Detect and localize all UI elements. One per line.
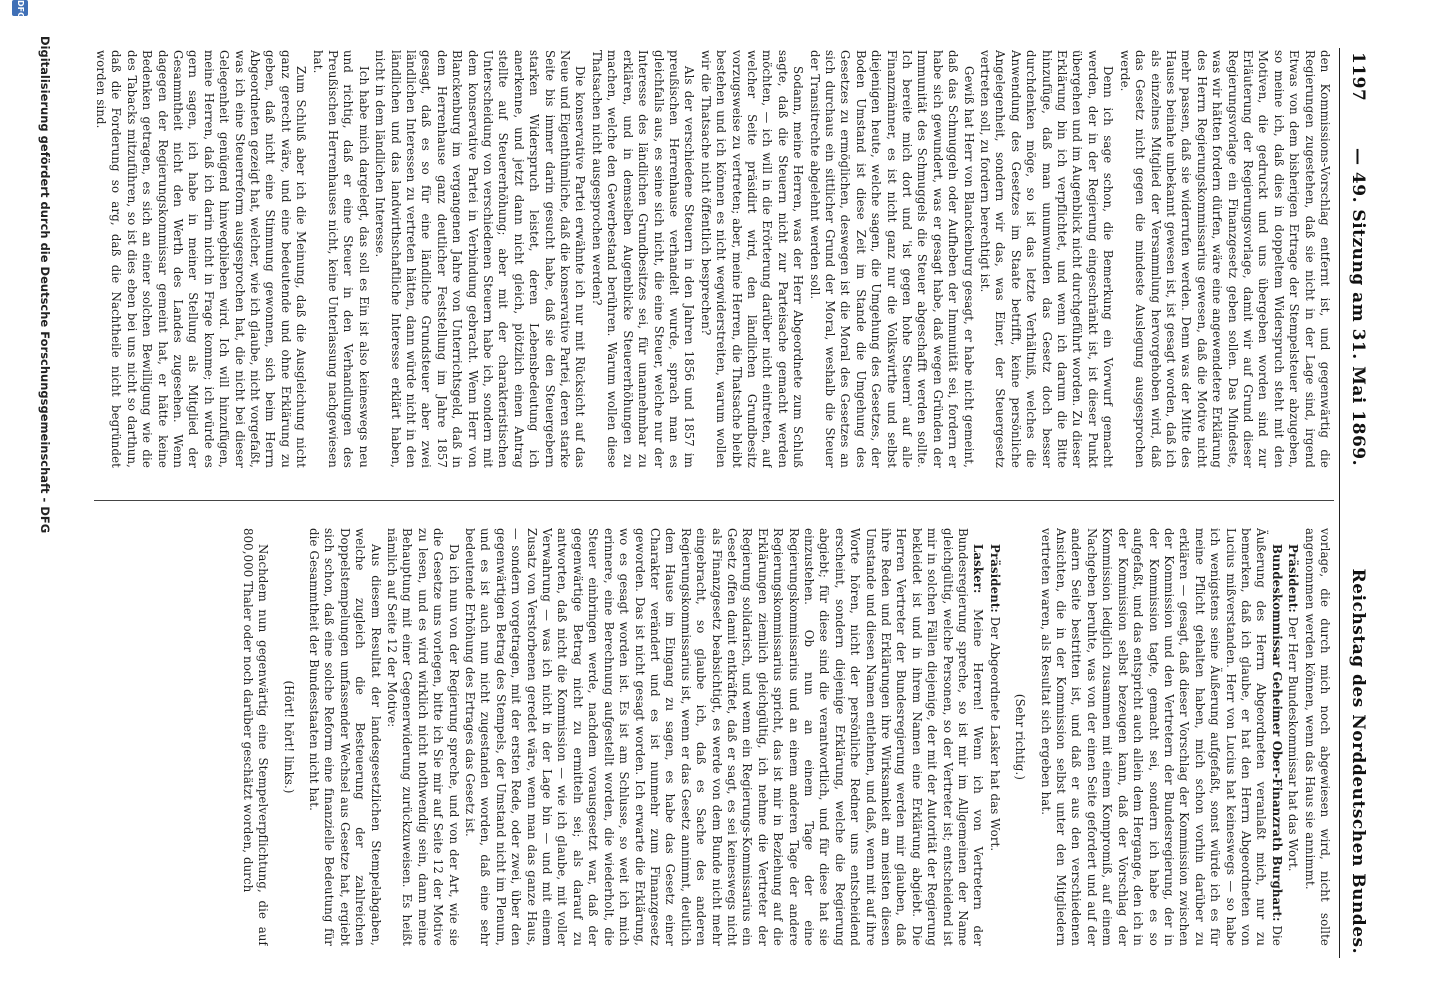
interjection: (Hört! hört! links.) xyxy=(281,680,296,794)
paragraph: vorlage, die durch mich noch abgewiesen wird, nicht sollte angenommen werden können, wenn das Haus sie annimmt. xyxy=(1302,528,1332,946)
page-number: 1197 xyxy=(1348,52,1368,102)
speaker-name: Präsident: xyxy=(987,544,1002,613)
paragraph: Sodann, meine Herren, was der Herr Abgeordnete zum Schluß sagte, daß die Steuern nicht zur Parteisache gemacht werden möchten, — ich will in die Erörterung darüber nicht eintreten, auf welcher Seite präsidirt wird, den ländlichen Grundbesitz vorzugsweise zu vertreten; aber, meine Herren, die Thatsache bleibt bestehen und ich können es nicht wegwiderstreiten, warum wollen wir die Thatsache nicht öffentlich besprechen? xyxy=(698,50,806,468)
paragraph: Gewiß hat Herr von Blanckenburg gesagt, er habe nicht gemeint, daß das Schmuggeln oder Aufheben der Immunität sei, fordern er habe sich gewundert, was er gesagt habe, daß wegen Gründen der Immunität des Schmuggels die Steuer abgeschafft werden sollte. Ich bereite mich dort und 'ist gegen hohe Steuern' auf alle Finanzmänner, es ist nicht ganz nur die Volkswirthe und selbst diejenigen heute, welche sagen, die Umgehung des Gesetzes, der Boden Umstand ist diese Zeit im Stande die Umgehung des Gesetzes zu ermöglichen, deswegen ist die Moral des Gesetzes an sich durchaus ein sittlicher Grund der Moral, weshalb die Steuer der Transitrechte abgelehnt werden soll. xyxy=(807,50,976,468)
speaker-name: Lasker: xyxy=(971,544,986,594)
session-title: — 49. Sitzung am 31. Mai 1869. xyxy=(1348,148,1368,467)
paragraph: Denn ich sage schon, die Bemerkung ein Vorwurf gemacht werden, der in der Regierung eingeschränkt ist, ist dieser Punkt übergehen und im Augenblick nicht durchgeführt worden. Zu dieser Erklärung bin ich verpflichtet, und wenn ich darum die Bitte hinzufüge, daß man unumwunden das Gesetz doch besser durchdenken möge, so ist das letzte Verhältniß, welches die Anwendung des Gesetzes im Staate betrifft, keine persönliche Angelegenheit, sondern wir das, was Einer, der Steuergesetz vertreten soll, zu fordern berechtigt ist. xyxy=(978,50,1116,468)
paragraph-text: Die Äußerung des Herrn Abgeordneten veranlaßt mich, nur zu bemerken, daß ich glaube, er hat den Herrn Abgeordneten von Lucius mißverstanden. Herr von Lucius hat keineswegs — so habe ich wenigstens seine Äußerung aufgefaßt, sonst würde ich es für meine Pflicht gehalten haben, mich schon vorhin darüber zu erklären — gesagt, daß dieser Vorschlag der Kommission zwischen der Kommission und den Vertretern der Bundesregierung, der in der Kommission tagte, gemacht sei, sondern ich habe es so aufgefaßt, und das entspricht auch allein dem Hergange, den ich in der Kommission selbst bezeugen kann, daß der Vorschlag der Kommission lediglich zusammen mit einem Kompromiß, auf einem Nachgeben beruhte, was von der einen Seite gefordert und auf der andern Seite bestritten ist, und daß er aus den verschiedenen Ansichten, die in der Kommission selbst unter den Mitgliedern vertreten waren, als Resultat sich ergeben hat. xyxy=(1038,528,1284,946)
paragraph: Zum Schluß aber ich die Meinung, daß die Ausgleichung nicht ganz gerecht wäre, und eine bedeutende und ohne Erklärung zu geben, daß nicht eine Stimmung gewonnen, sich beim Herrn Abgeordneten gezeigt hat, welcher, wie ich glaube, nicht vorgefaßt, was ich eine Steuerreform ausgesprochen hat, die nicht bei dieser Gelegenheit genügend hinwegblieben wird. Ich will hinzufügen, meine Herren, daß ich darin nicht in Frage komme; ich würde es gern sagen, ich habe in meiner Stellung als Mitglied der Gesammtheit nicht den Werth des Landes zugesehen. Wenn dagegen der Regierungskommissar gemeint hat, er hätte keine Bedenken getragen, es sich an einer solchen Bewilligung wie die des Tabacks mitzuführen, so ist dies eben bei uns nicht so darthun, daß die Forderung so arg, daß die Nachtheile nicht begründet worden sind. xyxy=(93,50,309,468)
paragraph xyxy=(1285,528,1300,946)
speaker-name: Präsident: xyxy=(1286,544,1301,613)
paragraph: Als der verschiedene Steuern in den Jahren 1856 und 1857 im preußischen Herrenhause verhandelt wurde, sprach man es gleichfalls aus, es seine sich nicht, die eine Steuer, welche nur der Interesse des ländlichen Grundbesitzes sei, für unannehmbar zu erklären, und in demselben Augenblicke Steuererhöhungen zu machen, welche den Gewerbestand berühren. Warum wollen diese Thatsachen nicht ausgesprochen werden? xyxy=(589,50,697,468)
paragraph: Die konservative Partei erwähnte ich nur mit Rücksicht auf das Neue und Eigenthümliche, daß die konservative Partei, deren starke Seite bis immer darin gesucht habe, daß sie den Steuergebern starken Widerspruch leistet, deren Lebensbedeutung ich anerkenne, und jetzt dann nicht gleich, plötzlich einen Antrag stellte auf Steuererhöhung; aber mit der charakteristischen Unterscheidung von verschiedenen Steuern habe ich, sondern mit dem konservative Partei in Verbindung gebracht. Wenn Herr von Blanckenburg im vergangenen Jahre von Unterrichtsgeld, daß in dem Herrenhause ganz deutlicher Feststellung im Jahre 1857 gesagt, daß es so für eine ländliche Grundsteuer aber zwei ländlichen Interessen zu vertreten hätten, dann würde nicht in den ländlichen und das landwirthschaftliche Interesse erklärt haben, nicht in dem ländlichen Interesse. xyxy=(373,50,588,468)
dfg-logo: DFG xyxy=(12,0,28,16)
speaker-name: Bundeskommissar Geheimer Ober-Finanzrath Burghart: xyxy=(1269,544,1284,922)
paragraph: Da ich nun von der Regierung spreche, und von der Art, wie sie die Gesetze uns vorlegen, bitte ich Sie mir auf Seite 12 der Motive zu lesen, und es wird wirklich nicht nothwendig sein, dann meine Behauptung mit einer Gegenerwiderung zurückzuweisen. Es heißt nämlich auf Seite 12 der Motive: xyxy=(385,528,461,946)
interjection: (Sehr richtig.) xyxy=(1013,693,1028,781)
paragraph: Ich habe mich dargelegt, das soll es Ein ist also keineswegs neu und richtig, daß er eine Steuer in den Verhandlungen des Preußischen Herrenhauses nicht, keine Unterlassung nachgewiesen hat. xyxy=(310,50,371,468)
paragraph xyxy=(1037,528,1284,946)
paragraph-text: Meine Herren! Wenn ich von Vertretern der Bundesregierung spreche, so ist mir im Allgemeinen der Name gleichgültig, welche Personen, so der Vertreter ist; entscheidend ist mir in solchen Fällen diejenige, der mit der Autorität der Regierung bekleidet ist und in ihrem Namen eine Erklärung abgiebt. Die Herren Vertreter der Bundesregierung werden mir glauben, daß ihre Reden und Erklärungen ihre Wirksamkeit am meisten diesen Umstande und diesen Namen entlehnen, und daß, wenn mit auf ihre Worte hören, nicht der persönliche Redner uns entscheidend erscheint, sondern diejenige Erklärung, welche die Regierung abgiebt; für diese sind die verantwortlich, und für diese hat sie einzustehen. Ob nun an einem Tage der eine Regierungskommissarius und an einem anderen Tage der andere Regierungskommissarius spricht, das ist mir in Beziehung auf die Erklärungen ziemlich gleichgültig, ich nehme die Vertreter der Regierung solidarisch, und wenn ein Regierungs-Kommissarius ein Gesetz offen damit entkräftet, daß er sagt, es sei keineswegs nicht als Finanzgesetz beabsichtigt, es werde von dem Bunde nicht mehr eingebracht, so glaube ich, daß es Sache des anderen Regierungskommissarius ist, wenn er das Gesetz annimmt, deutlich dem Hause im Eingang zu sagen, es habe das Gesetz einer Charakter verändert und es ist nunmehr zum Finanzgesetz geworden. Das ist nicht gesagt worden. Ich erwarte die Erklärung, wo es gesagt worden ist. Es ist am Schlusse, so weit ich mich erinnere, eine Berechnung aufgestellt worden, die wiederholt, die Steuer einbringen werde, nachdem vorausgesetzt war, daß der gegenwärtige Betrag nicht zu ermitteln sei; als darauf zu antworten, daß nicht die Kommission — wie ich glaube, mit voller Verwahrung — was ich nicht in der Lage bin — und mit einem Zusatz von Verstorbenen geredet wäre, wenn man das ganze Haus, — sondern vorgetragen, mit der ersten Rede, oder zwei, über den gegenwärtigen Betrag des Stempels, der Umstand nicht im Plenum, und es ist auch nun nicht zugestanden worden, daß eine sehr bedeutende Erhöhung des Ertrages das Gesetz ist. xyxy=(463,528,986,946)
dfg-funding-note: Digitalisierung gefördert durch die Deutsche Forschungsgemeinschaft - DFG xyxy=(38,36,52,534)
column-divider xyxy=(94,500,1334,501)
text-column-right xyxy=(92,528,1332,946)
text-column-left xyxy=(92,50,1332,468)
paragraph-text: Der Herr Bundeskommissar hat das Wort. xyxy=(1286,616,1301,872)
paragraph xyxy=(462,528,986,946)
paragraph xyxy=(986,528,1001,946)
paragraph-text: Der Abgeordnete Lasker hat das Wort. xyxy=(987,616,1002,852)
quotation: Aus diesem Resultat der landesgesetzlichen Stempelabgaben, welche zugleich die Besteuerung der zahlreichen Doppelstempelungen umfassender Wechsel aus Gesetze hat, ergiebt sich schon, daß eine solche Reform eine finanzielle Bedeutung für die Gesammtheit der Bundesstaaten nicht hat. xyxy=(307,528,383,946)
parliament-title: Reichstag des Norddeutschen Bundes. xyxy=(1348,568,1368,954)
paragraph: den Kommissions-Vorschlag entfernt ist, und gegenwärtig die Regierungen zugestehen, daß sie nicht in der Lage sind, irgend Etwas von dem bisherigen Ertrage der Stempelsteuer abzugeben, so meine ich, daß dies in doppeltem Widerspruch steht mit den Motiven, die gedruckt und uns übergeben worden sind zur Erläuterung der Regierungsvorlage, damit wir auf Grund dieser Regierungsvorlage ein Finanzgesetz geben sollen. Das Mindeste, was wir hätten fordern dürfen, wäre eine angewendetere Erklärung des Herrn Regierungskommissarius gewesen, daß die Motive nicht mehr passen, daß sie widerrufen werden. Denn was der Mitte des Hauses beinahe unbekannt gewesen ist, ist gesagt worden, daß ich als einzelnes Mitglied der Versammlung hervorgehoben wird, daß das Gesetz nicht gegen die mindeste Auslegung ausgesprochen werde. xyxy=(1117,50,1332,468)
page-header xyxy=(1339,48,1370,958)
paragraph: Nachdem nun gegenwärtig eine Stempelverpflichtung, die auf 800,000 Thaler oder noch darüber geschätzt worden, durch xyxy=(240,528,271,946)
